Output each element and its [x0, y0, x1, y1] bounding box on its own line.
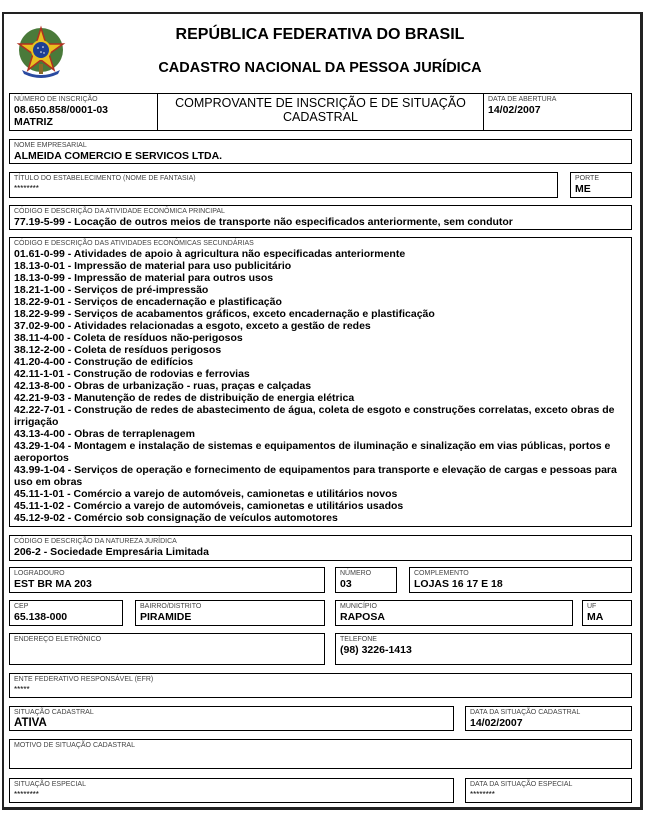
telefone-box — [335, 633, 632, 665]
list-item: 38.12-2-00 - Coleta de resíduos perigosos — [14, 344, 222, 356]
data-situacao-especial-label: DATA DA SITUAÇÃO ESPECIAL — [470, 781, 573, 788]
situacao-especial-value: ******** — [14, 790, 39, 799]
atividade-principal-value: 77.19-5-99 - Locação de outros meios de transporte não especificados anteriormente, sem condutor — [14, 216, 513, 228]
numero-box — [335, 567, 397, 593]
list-item: 41.20-4-00 - Construção de edifícios — [14, 356, 194, 368]
data-situacao-especial-box — [465, 778, 632, 803]
atividades-secundarias-label: CÓDIGO E DESCRIÇÃO DAS ATIVIDADES ECONÔMICAS SECUNDÁRIAS — [14, 240, 254, 247]
titulo-estabelecimento-value: ******** — [14, 184, 39, 193]
cep-box — [9, 600, 123, 626]
municipio-value: RAPOSA — [340, 611, 385, 623]
nome-empresarial-box — [9, 139, 632, 164]
list-item: 45.12-9-02 - Comércio sob consignação de veículos automotores — [14, 512, 338, 524]
list-item: 45.11-1-02 - Comércio a varejo de automóveis, camionetas e utilitários usados — [14, 500, 404, 512]
logradouro-label: LOGRADOURO — [14, 570, 65, 577]
list-item: 43.13-4-00 - Obras de terraplenagem — [14, 428, 195, 440]
complemento-label: COMPLEMENTO — [414, 570, 469, 577]
titulo-estabelecimento-box — [9, 172, 558, 198]
bairro-value: PIRAMIDE — [140, 611, 192, 623]
data-situacao-value: 14/02/2007 — [470, 717, 523, 729]
porte-box — [570, 172, 632, 198]
efr-box — [9, 673, 632, 698]
list-item: 45.11-1-01 - Comércio a varejo de automóveis, camionetas e utilitários novos — [14, 488, 398, 500]
list-item: 18.22-9-99 - Serviços de acabamentos gráficos, exceto encadernação e plastificação — [14, 308, 435, 320]
inscricao-label: NÚMERO DE INSCRIÇÃO — [14, 96, 98, 103]
telefone-label: TELEFONE — [340, 636, 377, 643]
data-situacao-box — [465, 706, 632, 731]
inscricao-box — [9, 93, 158, 131]
titulo-estabelecimento-label: TÍTULO DO ESTABELECIMENTO (NOME DE FANTASIA) — [14, 175, 196, 182]
abertura-box — [483, 93, 632, 131]
data-situacao-especial-value: ******** — [470, 790, 495, 799]
header-subtitle: CADASTRO NACIONAL DA PESSOA JURÍDICA — [158, 60, 482, 76]
uf-label: UF — [587, 603, 597, 610]
header-title: REPÚBLICA FEDERATIVA DO BRASIL — [175, 26, 465, 43]
atividade-principal-label: CÓDIGO E DESCRIÇÃO DA ATIVIDADE ECONÔMICA PRINCIPAL — [14, 208, 225, 215]
municipio-box — [335, 600, 573, 626]
list-item: 43.99-1-04 - Serviços de operação e fornecimento de equipamentos para transporte e elevação de cargas e pessoas para uso em obras — [14, 464, 617, 488]
numero-value: 03 — [340, 578, 352, 590]
email-label: ENDEREÇO ELETRÔNICO — [14, 636, 102, 643]
telefone-value: (98) 3226-1413 — [340, 644, 412, 656]
situacao-box — [9, 706, 454, 731]
abertura-label: DATA DE ABERTURA — [488, 96, 557, 103]
abertura-value: 14/02/2007 — [488, 104, 541, 116]
list-item: 42.22-7-01 - Construção de redes de abastecimento de água, coleta de esgoto e construções correlatas, exceto obras de irrigação — [14, 404, 615, 428]
natureza-juridica-value: 206-2 - Sociedade Empresária Limitada — [14, 546, 209, 558]
porte-label: PORTE — [575, 175, 599, 182]
list-item: 38.11-4-00 - Coleta de resíduos não-perigosos — [14, 332, 243, 344]
list-item: 42.21-9-03 - Manutenção de redes de distribuição de energia elétrica — [14, 392, 355, 404]
list-item: 43.29-1-04 - Montagem e instalação de sistemas e equipamentos de iluminação e sinalização em vias públicas, portos e aeroportos — [14, 440, 611, 464]
inscricao-value: 08.650.858/0001-03 — [14, 104, 109, 116]
natureza-juridica-label: CÓDIGO E DESCRIÇÃO DA NATUREZA JURÍDICA — [14, 538, 177, 545]
situacao-especial-box — [9, 778, 454, 803]
efr-label: ENTE FEDERATIVO RESPONSÁVEL (EFR) — [14, 676, 154, 683]
situacao-label: SITUAÇÃO CADASTRAL — [14, 709, 94, 716]
brazil-coat-of-arms-icon — [14, 24, 68, 80]
cep-label: CEP — [14, 603, 29, 610]
inscricao-tipo: MATRIZ — [14, 116, 53, 128]
porte-value: ME — [575, 183, 591, 195]
email-box — [9, 633, 325, 665]
complemento-value: LOJAS 16 17 E 18 — [414, 578, 503, 590]
logradouro-box — [9, 567, 325, 593]
list-item: 18.21-1-00 - Serviços de pré-impressão — [14, 284, 209, 296]
bairro-box — [135, 600, 325, 626]
list-item: 42.13-8-00 - Obras de urbanização - ruas, praças e calçadas — [14, 380, 312, 392]
municipio-label: MUNICÍPIO — [340, 603, 377, 610]
situacao-especial-label: SITUAÇÃO ESPECIAL — [14, 781, 86, 788]
list-item: 42.11-1-01 - Construção de rodovias e ferrovias — [14, 368, 250, 380]
cep-value: 65.138-000 — [14, 611, 68, 623]
list-item: 01.61-0-99 - Atividades de apoio à agricultura não especificadas anteriormente — [14, 248, 406, 260]
list-item: 37.02-9-00 - Atividades relacionadas a esgoto, exceto a gestão de redes — [14, 320, 371, 332]
logradouro-value: EST BR MA 203 — [14, 578, 92, 590]
situacao-value: ATIVA — [14, 717, 47, 729]
atividades-secundarias-box — [9, 237, 632, 527]
uf-box — [582, 600, 632, 626]
motivo-label: MOTIVO DE SITUAÇÃO CADASTRAL — [14, 742, 135, 749]
natureza-juridica-box — [9, 535, 632, 561]
document-title-line2: CADASTRAL — [282, 110, 359, 124]
nome-empresarial-value: ALMEIDA COMERCIO E SERVICOS LTDA. — [14, 150, 223, 162]
data-situacao-label: DATA DA SITUAÇÃO CADASTRAL — [470, 709, 581, 716]
uf-value: MA — [587, 611, 604, 623]
list-item: 18.22-9-01 - Serviços de encadernação e plastificação — [14, 296, 282, 308]
efr-value: ***** — [14, 685, 30, 694]
bairro-label: BAIRRO/DISTRITO — [140, 603, 202, 610]
atividade-principal-box — [9, 205, 632, 230]
list-item: 18.13-0-01 - Impressão de material para uso publicitário — [14, 260, 292, 272]
nome-empresarial-label: NOME EMPRESARIAL — [14, 142, 87, 149]
atividades-secundarias-list — [14, 248, 627, 524]
motivo-box — [9, 739, 632, 769]
document-title-line1: COMPROVANTE DE INSCRIÇÃO E DE SITUAÇÃO — [175, 96, 466, 110]
list-item: 18.13-0-99 - Impressão de material para outros usos — [14, 272, 274, 284]
complemento-box — [409, 567, 632, 593]
numero-label: NÚMERO — [340, 570, 372, 577]
document-title — [157, 93, 484, 131]
